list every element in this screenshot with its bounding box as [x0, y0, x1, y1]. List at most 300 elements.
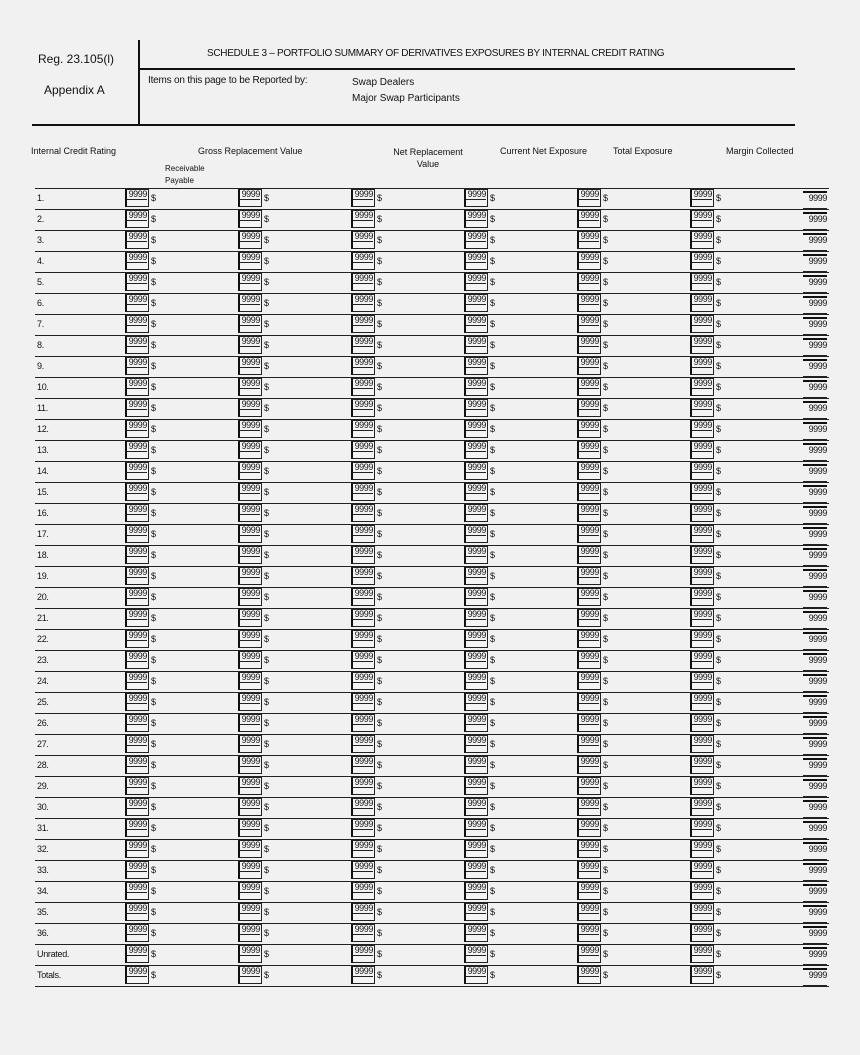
amount-field[interactable] [690, 504, 714, 522]
dollar-sign: $ [716, 865, 722, 875]
margin-collected-field[interactable]: 9999 [803, 884, 827, 902]
amount-field[interactable] [125, 357, 149, 375]
amount-field[interactable] [690, 588, 714, 606]
amount-field[interactable] [125, 819, 149, 837]
amount-field[interactable] [125, 882, 149, 900]
margin-collected-field[interactable]: 9999 [803, 254, 827, 272]
amount-field[interactable] [690, 945, 714, 963]
amount-field[interactable] [464, 483, 488, 501]
amount-field[interactable] [238, 945, 262, 963]
amount-field[interactable] [690, 399, 714, 417]
amount-field[interactable] [690, 315, 714, 333]
amount-field[interactable] [690, 903, 714, 921]
amount-field[interactable] [351, 714, 375, 732]
dollar-sign: $ [264, 760, 270, 770]
dollar-sign: $ [377, 235, 383, 245]
amount-field[interactable] [238, 588, 262, 606]
amount-field[interactable] [125, 378, 149, 396]
margin-collected-field[interactable]: 9999 [803, 968, 827, 986]
amount-field[interactable] [577, 420, 601, 438]
amount-field[interactable] [351, 462, 375, 480]
amount-field[interactable] [577, 399, 601, 417]
amount-field[interactable] [577, 546, 601, 564]
amount-field[interactable] [125, 924, 149, 942]
amount-field[interactable] [577, 630, 601, 648]
margin-collected-field[interactable]: 9999 [803, 296, 827, 314]
amount-field[interactable] [464, 819, 488, 837]
amount-field[interactable] [464, 357, 488, 375]
amount-placeholder: 9999 [354, 210, 373, 220]
amount-field[interactable] [125, 714, 149, 732]
amount-field[interactable] [238, 966, 262, 984]
amount-field[interactable] [125, 504, 149, 522]
amount-field[interactable] [577, 378, 601, 396]
amount-field[interactable] [464, 693, 488, 711]
amount-field[interactable] [690, 651, 714, 669]
amount-field[interactable] [577, 651, 601, 669]
amount-field[interactable] [125, 630, 149, 648]
amount-field[interactable] [690, 483, 714, 501]
amount-field[interactable] [351, 567, 375, 585]
margin-collected-field[interactable]: 9999 [803, 212, 827, 230]
amount-field[interactable] [351, 756, 375, 774]
margin-collected-field[interactable]: 9999 [803, 506, 827, 524]
amount-field[interactable] [351, 210, 375, 228]
dollar-sign: $ [377, 613, 383, 623]
amount-field[interactable] [238, 924, 262, 942]
amount-field[interactable] [238, 294, 262, 312]
amount-placeholder: 9999 [354, 672, 373, 682]
amount-field[interactable] [125, 462, 149, 480]
margin-collected-field[interactable]: 9999 [803, 905, 827, 923]
amount-field[interactable] [351, 777, 375, 795]
amount-field[interactable] [577, 588, 601, 606]
amount-field[interactable] [125, 903, 149, 921]
margin-collected-field[interactable]: 9999 [803, 548, 827, 566]
amount-placeholder: 9999 [241, 672, 260, 682]
amount-field[interactable] [238, 462, 262, 480]
amount-field[interactable] [690, 861, 714, 879]
amount-field[interactable] [577, 294, 601, 312]
amount-field[interactable] [577, 525, 601, 543]
amount-field[interactable] [125, 252, 149, 270]
amount-field[interactable] [351, 357, 375, 375]
amount-field[interactable] [577, 819, 601, 837]
amount-field[interactable] [125, 315, 149, 333]
amount-field[interactable] [577, 840, 601, 858]
amount-field[interactable] [690, 714, 714, 732]
row-label: 24. [37, 676, 49, 686]
amount-field[interactable] [125, 420, 149, 438]
margin-collected-field[interactable]: 9999 [803, 821, 827, 839]
amount-field[interactable] [690, 294, 714, 312]
amount-field[interactable] [238, 252, 262, 270]
amount-placeholder: 9999 [128, 252, 147, 262]
dollar-sign: $ [151, 571, 157, 581]
amount-placeholder: 9999 [128, 588, 147, 598]
amount-field[interactable] [464, 441, 488, 459]
amount-field[interactable] [125, 861, 149, 879]
amount-field[interactable] [690, 966, 714, 984]
amount-field[interactable] [351, 231, 375, 249]
amount-field[interactable] [351, 882, 375, 900]
amount-field[interactable] [690, 882, 714, 900]
amount-field[interactable] [464, 756, 488, 774]
amount-field[interactable] [464, 189, 488, 207]
margin-collected-field[interactable]: 9999 [803, 233, 827, 251]
amount-field[interactable] [351, 252, 375, 270]
amount-field[interactable] [125, 756, 149, 774]
amount-field[interactable] [125, 609, 149, 627]
amount-placeholder: 9999 [128, 294, 147, 304]
amount-field[interactable] [577, 903, 601, 921]
amount-field[interactable] [577, 210, 601, 228]
margin-collected-field[interactable]: 9999 [803, 716, 827, 734]
dollar-sign: $ [490, 949, 496, 959]
amount-field[interactable] [464, 399, 488, 417]
margin-collected-field[interactable]: 9999 [803, 863, 827, 881]
amount-field[interactable] [125, 945, 149, 963]
amount-field[interactable] [464, 882, 488, 900]
amount-field[interactable] [125, 294, 149, 312]
margin-collected-field[interactable]: 9999 [803, 317, 827, 335]
amount-field[interactable] [238, 840, 262, 858]
amount-field[interactable] [464, 651, 488, 669]
amount-field[interactable] [351, 273, 375, 291]
amount-field[interactable] [690, 273, 714, 291]
amount-field[interactable] [238, 441, 262, 459]
amount-field[interactable] [351, 966, 375, 984]
amount-field[interactable] [351, 609, 375, 627]
amount-field[interactable] [464, 609, 488, 627]
amount-field[interactable] [351, 819, 375, 837]
amount-field[interactable] [238, 693, 262, 711]
amount-field[interactable] [351, 378, 375, 396]
amount-field[interactable] [464, 315, 488, 333]
amount-field[interactable] [577, 567, 601, 585]
amount-field[interactable] [577, 315, 601, 333]
dollar-sign: $ [264, 382, 270, 392]
amount-placeholder: 9999 [241, 378, 260, 388]
amount-field[interactable] [125, 399, 149, 417]
amount-field[interactable] [690, 777, 714, 795]
amount-field[interactable] [125, 567, 149, 585]
amount-field[interactable] [464, 588, 488, 606]
dollar-sign: $ [490, 613, 496, 623]
amount-field[interactable] [577, 336, 601, 354]
amount-field[interactable] [351, 945, 375, 963]
margin-collected-field[interactable]: 9999 [803, 527, 827, 545]
amount-field[interactable] [690, 819, 714, 837]
amount-field[interactable] [464, 462, 488, 480]
amount-field[interactable] [351, 861, 375, 879]
margin-collected-field[interactable]: 9999 [803, 380, 827, 398]
amount-field[interactable] [690, 525, 714, 543]
amount-field[interactable] [577, 189, 601, 207]
amount-field[interactable] [238, 336, 262, 354]
margin-collected-field[interactable]: 9999 [803, 443, 827, 461]
amount-field[interactable] [351, 588, 375, 606]
amount-field[interactable] [238, 735, 262, 753]
amount-field[interactable] [351, 672, 375, 690]
amount-field[interactable] [577, 966, 601, 984]
amount-field[interactable] [125, 336, 149, 354]
amount-field[interactable] [690, 735, 714, 753]
amount-field[interactable] [464, 420, 488, 438]
amount-field[interactable] [464, 294, 488, 312]
margin-collected-field[interactable]: 9999 [803, 485, 827, 503]
amount-field[interactable] [690, 567, 714, 585]
amount-field[interactable] [690, 546, 714, 564]
amount-field[interactable] [351, 693, 375, 711]
margin-collected-field[interactable]: 9999 [803, 464, 827, 482]
amount-field[interactable] [351, 924, 375, 942]
amount-field[interactable] [577, 357, 601, 375]
amount-field[interactable] [464, 924, 488, 942]
amount-placeholder: 9999 [128, 525, 147, 535]
amount-placeholder: 9999 [580, 504, 599, 514]
amount-field[interactable] [464, 504, 488, 522]
amount-placeholder: 9999 [693, 735, 712, 745]
amount-field[interactable] [464, 378, 488, 396]
amount-field[interactable] [464, 252, 488, 270]
amount-field[interactable] [690, 252, 714, 270]
amount-placeholder: 9999 [580, 189, 599, 199]
amount-field[interactable] [125, 189, 149, 207]
amount-field[interactable] [238, 798, 262, 816]
amount-field[interactable] [351, 525, 375, 543]
amount-field[interactable] [125, 546, 149, 564]
amount-field[interactable] [690, 672, 714, 690]
amount-field[interactable] [351, 546, 375, 564]
amount-placeholder: 9999 [354, 252, 373, 262]
amount-field[interactable] [690, 462, 714, 480]
amount-field[interactable] [125, 651, 149, 669]
amount-field[interactable] [238, 819, 262, 837]
amount-field[interactable] [125, 735, 149, 753]
amount-field[interactable] [125, 525, 149, 543]
amount-field[interactable] [238, 189, 262, 207]
amount-field[interactable] [577, 693, 601, 711]
amount-field[interactable] [690, 231, 714, 249]
margin-collected-field[interactable]: 9999 [803, 695, 827, 713]
amount-field[interactable] [238, 378, 262, 396]
amount-field[interactable] [238, 903, 262, 921]
amount-placeholder: 9999 [354, 189, 373, 199]
amount-placeholder: 9999 [467, 651, 486, 661]
amount-field[interactable] [690, 693, 714, 711]
amount-field[interactable] [690, 609, 714, 627]
amount-field[interactable] [125, 441, 149, 459]
amount-field[interactable] [464, 798, 488, 816]
amount-field[interactable] [464, 840, 488, 858]
margin-collected-field[interactable]: 9999 [803, 611, 827, 629]
amount-field[interactable] [238, 525, 262, 543]
amount-field[interactable] [125, 693, 149, 711]
dollar-sign: $ [264, 214, 270, 224]
amount-field[interactable] [690, 336, 714, 354]
amount-field[interactable] [577, 882, 601, 900]
amount-field[interactable] [238, 882, 262, 900]
margin-collected-field[interactable]: 9999 [803, 926, 827, 944]
table-row [35, 461, 829, 483]
amount-field[interactable] [351, 294, 375, 312]
amount-field[interactable] [577, 714, 601, 732]
dollar-sign: $ [377, 445, 383, 455]
amount-field[interactable] [464, 210, 488, 228]
amount-field[interactable] [577, 504, 601, 522]
amount-field[interactable] [577, 924, 601, 942]
amount-field[interactable] [690, 924, 714, 942]
amount-field[interactable] [351, 420, 375, 438]
amount-field[interactable] [577, 756, 601, 774]
amount-field[interactable] [577, 861, 601, 879]
amount-field[interactable] [238, 357, 262, 375]
amount-field[interactable] [577, 735, 601, 753]
margin-collected-field[interactable]: 9999 [803, 842, 827, 860]
dollar-sign: $ [716, 718, 722, 728]
margin-collected-field[interactable]: 9999 [803, 590, 827, 608]
amount-field[interactable] [238, 777, 262, 795]
amount-field[interactable] [577, 798, 601, 816]
amount-field[interactable] [238, 567, 262, 585]
amount-field[interactable] [690, 840, 714, 858]
amount-field[interactable] [125, 672, 149, 690]
amount-field[interactable] [351, 798, 375, 816]
amount-field[interactable] [690, 357, 714, 375]
amount-field[interactable] [464, 525, 488, 543]
amount-field[interactable] [577, 609, 601, 627]
margin-collected-field[interactable]: 9999 [803, 800, 827, 818]
amount-field[interactable] [351, 189, 375, 207]
amount-field[interactable] [351, 399, 375, 417]
amount-field[interactable] [351, 483, 375, 501]
amount-field[interactable] [577, 273, 601, 291]
amount-field[interactable] [238, 210, 262, 228]
amount-field[interactable] [125, 840, 149, 858]
amount-field[interactable] [351, 840, 375, 858]
amount-field[interactable] [238, 630, 262, 648]
amount-field[interactable] [464, 903, 488, 921]
amount-field[interactable] [351, 630, 375, 648]
amount-field[interactable] [351, 336, 375, 354]
amount-field[interactable] [577, 777, 601, 795]
margin-collected-field[interactable]: 9999 [803, 758, 827, 776]
amount-field[interactable] [238, 672, 262, 690]
amount-field[interactable] [577, 231, 601, 249]
margin-collected-field[interactable]: 9999 [803, 737, 827, 755]
amount-field[interactable] [690, 756, 714, 774]
amount-field[interactable] [125, 588, 149, 606]
margin-collected-field[interactable]: 9999 [803, 401, 827, 419]
amount-field[interactable] [351, 903, 375, 921]
table-row [35, 377, 829, 399]
amount-field[interactable] [464, 672, 488, 690]
amount-field[interactable] [238, 609, 262, 627]
amount-field[interactable] [690, 189, 714, 207]
margin-collected-field[interactable]: 9999 [803, 569, 827, 587]
amount-field[interactable] [125, 210, 149, 228]
amount-field[interactable] [690, 630, 714, 648]
amount-placeholder: 9999 [354, 546, 373, 556]
amount-field[interactable] [690, 798, 714, 816]
amount-field[interactable] [125, 231, 149, 249]
amount-field[interactable] [690, 378, 714, 396]
margin-collected-field[interactable]: 9999 [803, 359, 827, 377]
amount-field[interactable] [351, 441, 375, 459]
amount-field[interactable] [238, 315, 262, 333]
amount-field[interactable] [238, 231, 262, 249]
amount-field[interactable] [238, 651, 262, 669]
amount-field[interactable] [464, 735, 488, 753]
amount-field[interactable] [351, 315, 375, 333]
amount-field[interactable] [238, 861, 262, 879]
amount-field[interactable] [238, 504, 262, 522]
amount-field[interactable] [351, 735, 375, 753]
amount-placeholder: 9999 [354, 714, 373, 724]
amount-field[interactable] [577, 945, 601, 963]
margin-collected-field[interactable]: 9999 [803, 338, 827, 356]
margin-collected-field[interactable]: 9999 [803, 653, 827, 671]
amount-field[interactable] [351, 651, 375, 669]
amount-field[interactable] [238, 546, 262, 564]
dollar-sign: $ [603, 508, 609, 518]
amount-field[interactable] [464, 273, 488, 291]
amount-field[interactable] [238, 483, 262, 501]
amount-field[interactable] [464, 777, 488, 795]
amount-field[interactable] [125, 273, 149, 291]
amount-field[interactable] [125, 483, 149, 501]
dollar-sign: $ [716, 214, 722, 224]
amount-field[interactable] [464, 861, 488, 879]
amount-field[interactable] [577, 252, 601, 270]
margin-collected-field[interactable]: 9999 [803, 275, 827, 293]
amount-field[interactable] [125, 777, 149, 795]
margin-collected-field[interactable]: 9999 [803, 422, 827, 440]
amount-field[interactable] [238, 273, 262, 291]
amount-field[interactable] [238, 420, 262, 438]
amount-field[interactable] [464, 630, 488, 648]
amount-field[interactable] [464, 966, 488, 984]
amount-field[interactable] [464, 336, 488, 354]
amount-field[interactable] [351, 504, 375, 522]
amount-field[interactable] [464, 231, 488, 249]
margin-collected-field[interactable]: 9999 [803, 947, 827, 965]
dollar-sign: $ [264, 361, 270, 371]
margin-collected-field[interactable]: 9999 [803, 191, 827, 209]
amount-field[interactable] [690, 441, 714, 459]
amount-field[interactable] [464, 714, 488, 732]
amount-field[interactable] [690, 210, 714, 228]
amount-field[interactable] [238, 756, 262, 774]
amount-field[interactable] [125, 798, 149, 816]
amount-placeholder: 9999 [354, 651, 373, 661]
amount-field[interactable] [577, 441, 601, 459]
amount-field[interactable] [125, 966, 149, 984]
amount-field[interactable] [464, 945, 488, 963]
amount-field[interactable] [238, 714, 262, 732]
margin-collected-field[interactable]: 9999 [803, 674, 827, 692]
amount-field[interactable] [690, 420, 714, 438]
amount-field[interactable] [577, 462, 601, 480]
amount-field[interactable] [464, 567, 488, 585]
margin-collected-field[interactable]: 9999 [803, 779, 827, 797]
amount-field[interactable] [577, 672, 601, 690]
amount-field[interactable] [577, 483, 601, 501]
amount-field[interactable] [238, 399, 262, 417]
amount-field[interactable] [464, 546, 488, 564]
margin-collected-field[interactable]: 9999 [803, 632, 827, 650]
